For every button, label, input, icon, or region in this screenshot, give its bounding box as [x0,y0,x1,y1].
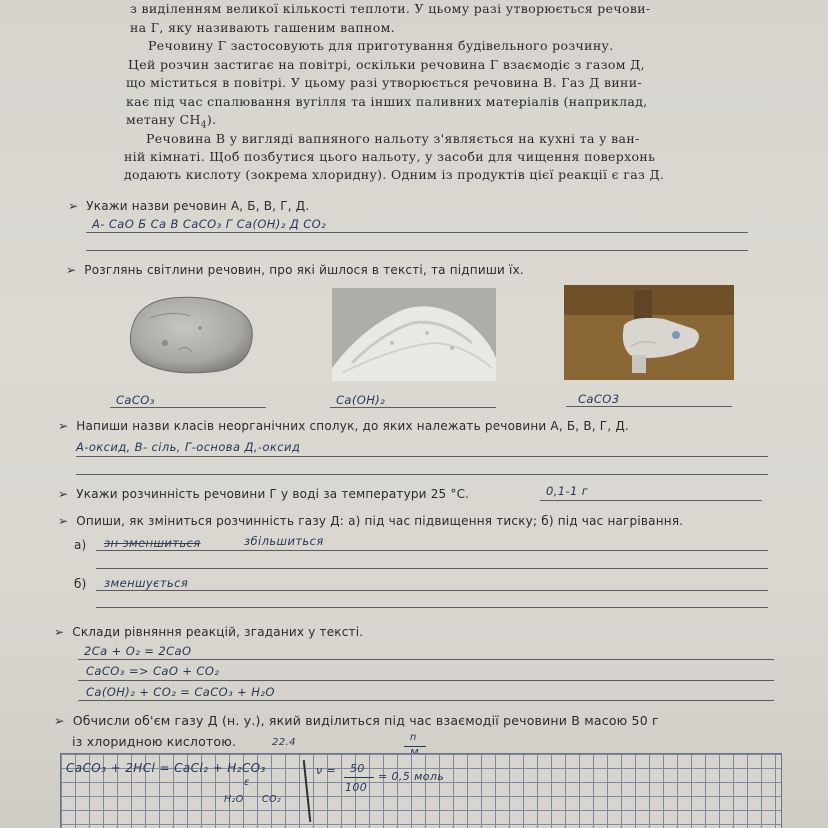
answer-line [86,250,748,251]
task-6-eq-1[interactable]: 2Ca + O₂ = 2CaO [84,644,192,658]
task-1-prompt [68,199,309,213]
intro-methane: метану CH [126,112,201,127]
task-7-text-2: із хлоридною кислотою. [72,734,237,749]
task-6-prompt [54,625,363,639]
task-5-text: Опиши, як зміниться розчинність газу Д: а) під час підвищення тиску; б) під час нагрівання. [76,514,684,528]
answer-line [78,659,774,660]
photo-1-caption[interactable]: CaCO₃ [116,393,155,407]
task-7-text-1: Обчисли об'єм газу Д (н. у.), який виділиться під час взаємодії речовини В масою 50 г [72,713,659,728]
photo-faucet-limescale [564,285,734,380]
intro-line-4: Цей розчин застигає на повітрі, оскільки речовина Г взаємодіє з газом Д, [128,57,646,72]
task-5b-label: б) [74,577,87,591]
task-3-prompt [58,419,629,433]
photo-slaked-lime [332,288,496,381]
task-3-text: Напиши назви класів неорганічних сполук, до яких належать речовини А, Б, В, Г, Д. [76,419,629,433]
task-2-text: Розглянь світлини речовин, про які йшлося в тексті, та підпиши їх. [84,263,524,277]
arrow-bullet-icon: ➢ [54,625,65,639]
answer-line [86,232,748,233]
intro-line-5: що міститься в повітрі. У цьому разі утворюється речовина В. Газ Д вини- [126,75,642,90]
arrow-bullet-icon: ➢ [58,514,69,528]
task-7-work[interactable]: CaCO₃ + 2HCl = CaCl₂ + H₂CO₃ [66,761,266,775]
task-7-calc-den: 100 [345,781,368,794]
formula-fraction-top: n [410,732,417,743]
answer-line [96,590,768,591]
arrow-bullet-icon: ➢ [54,713,65,728]
intro-line-7 [126,112,216,131]
task-7-calc-res: = 0,5 моль [378,770,445,783]
intro-line-9: ній кімнаті. Щоб позбутися цього нальоту, у засоби для чищення поверхонь [124,149,656,164]
intro-paren: ). [206,112,217,127]
task-7-marker: ε [244,777,250,788]
answer-line [96,607,768,608]
intro-line-8: Речовина В у вигляді вапняного нальоту з'являється на кухні та у ван- [146,131,640,146]
answer-line [78,680,774,681]
task-7-calc-num: 50 [350,762,365,775]
answer-line [96,550,768,551]
task-1-text: Укажи назви речовин А, Б, В, Г, Д. [86,199,310,213]
intro-line-3: Речовину Г застосовують для приготування будівельного розчину. [148,38,614,53]
photo-3-caption[interactable]: CaCO3 [578,392,620,406]
task-7-under-right: CO₂ [262,794,282,805]
task-2-prompt [66,263,524,277]
task-6-eq-3[interactable]: Ca(OH)₂ + CO₂ = CaCO₃ + H₂O [86,685,275,699]
caption-line [566,406,732,407]
fraction-bar [404,746,426,747]
task-1-answer[interactable]: А- CaO Б Ca В CaCO₃ Г Ca(OH)₂ Д CO₂ [92,217,327,231]
task-4-answer[interactable]: 0,1-1 г [546,484,589,498]
task-4-prompt [58,487,469,501]
task-5a-label: а) [74,538,87,552]
task-6-eq-2[interactable]: CaCO₃ => CaO + CO₂ [86,664,220,678]
task-5b-answer[interactable]: зменшується [104,576,189,590]
subscript-4: 4 [200,120,207,131]
arrow-bullet-icon: ➢ [66,263,77,277]
caption-line [330,407,496,408]
photo-limestone [120,288,270,383]
answer-line [76,456,768,457]
calc-fraction-bar [344,777,374,778]
answer-line [540,500,762,501]
intro-line-1: з виділенням великої кількості теплоти. У цьому разі утворюється речови- [130,1,651,16]
photo-2-caption[interactable]: Ca(OH)₂ [336,393,386,407]
task-5-prompt [58,514,683,528]
intro-line-10: додають кислоту (зокрема хлоридну). Одним із продуктів цієї реакції є газ Д. [124,167,665,182]
arrow-bullet-icon: ➢ [58,487,69,501]
answer-line [96,568,768,569]
answer-line [78,700,774,701]
arrow-bullet-icon: ➢ [68,199,79,213]
intro-line-2: на Г, яку називають гашеним вапном. [130,20,396,35]
task-3-answer[interactable]: А-оксид, В- сіль, Г-основа Д,-оксид [76,440,301,454]
task-4-text: Укажи розчинність речовини Г у воді за температури 25 °С. [76,487,470,501]
task-5a-answer[interactable]: збільшиться [244,534,324,548]
task-7-under-left: H₂O [224,794,244,805]
task-7-prompt [54,713,659,728]
caption-line [110,407,266,408]
task-6-text: Склади рівняння реакцій, згаданих у тексті. [72,625,364,639]
arrow-bullet-icon: ➢ [58,419,69,433]
task-7-calc-sym: ν = [316,764,337,777]
answer-line [76,474,768,475]
intro-line-6: кає під час спалювання вугілля та інших паливних матеріалів (наприклад, [126,94,648,109]
task-7-note: 22.4 [272,737,296,748]
task-5a-struck: зн зменшиться [104,536,201,550]
